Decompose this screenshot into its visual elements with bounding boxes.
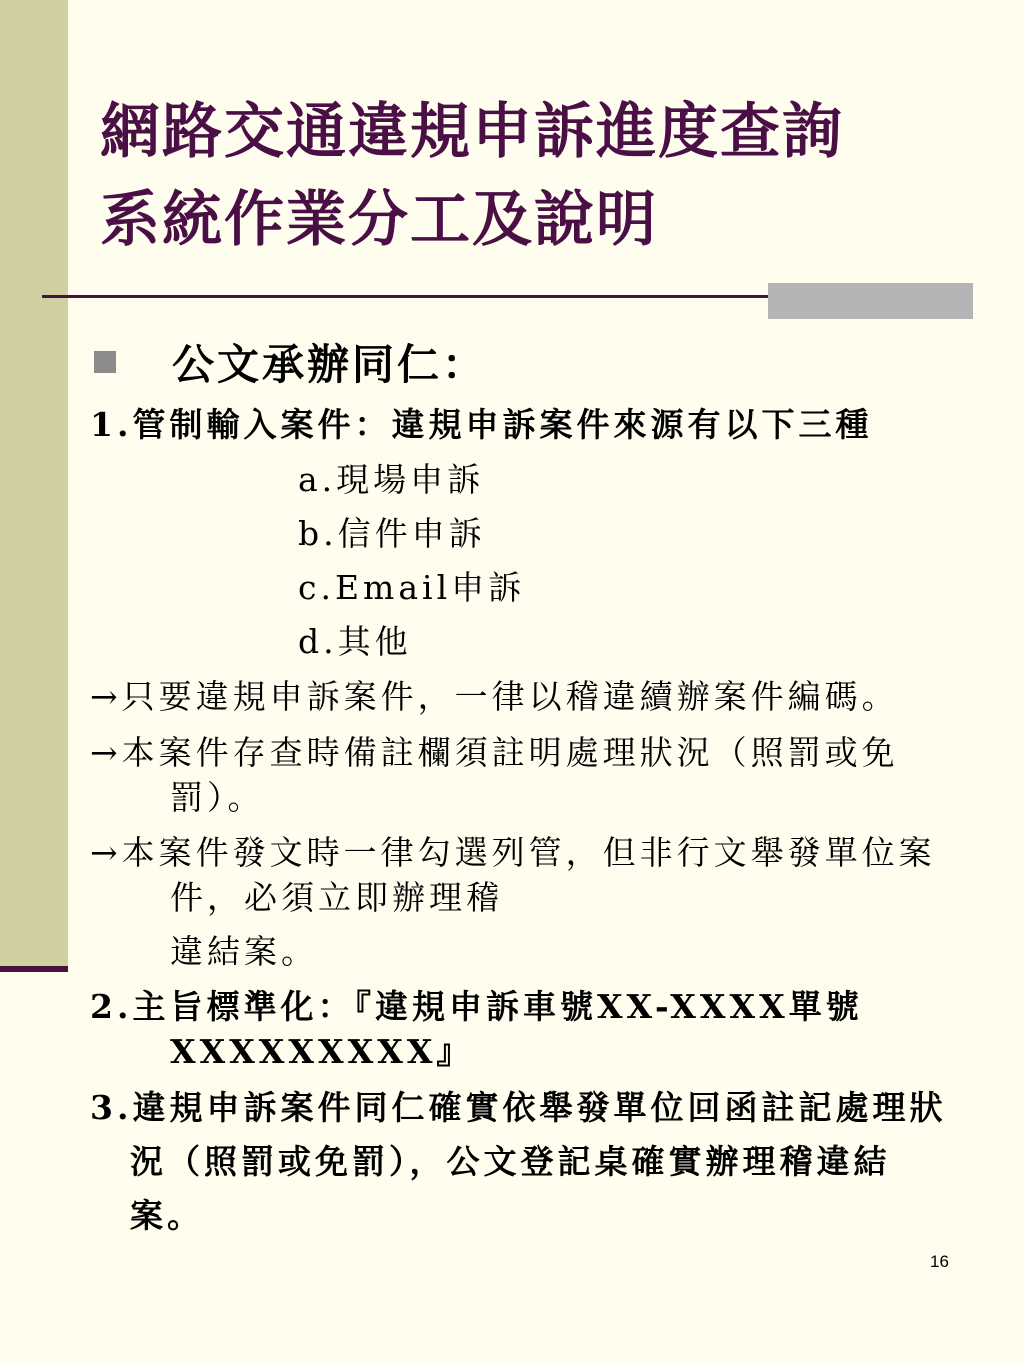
square-bullet-icon [94, 351, 116, 373]
arrow-note-3-line-1: →本案件發文時一律勾選列管，但非行文舉發單位案 [90, 833, 936, 872]
arrow-note-1: →只要違規申訴案件，一律以稽違續辦案件編碼。 [90, 677, 899, 716]
item-3-line-2: 況（照罰或免罰），公文登記桌確實辦理稽違結 [130, 1142, 891, 1181]
slide-title [100, 88, 1000, 264]
sidebar-accent-line [0, 966, 68, 972]
item-2-line-1: 2.主旨標準化：『違規申訴車號XX-XXXX單號 [90, 987, 863, 1026]
arrow-note-3-line-2: 件，必須立即辦理稽 [170, 878, 503, 917]
arrow-note-2-line-2: 罰）。 [170, 778, 265, 817]
bullet-heading [94, 332, 487, 392]
left-sidebar-decoration [0, 0, 68, 968]
bullet-heading-text: 公文承辦同仁： [172, 340, 488, 389]
page-number: 16 [930, 1252, 949, 1271]
sub-item-c: c.Email申訴 [298, 568, 526, 607]
item-3-line-1: 3.違規申訴案件同仁確實依舉發單位回函註記處理狀 [90, 1088, 947, 1127]
item-1: 1.管制輸入案件：違規申訴案件來源有以下三種 [90, 405, 873, 444]
arrow-note-2-line-1: →本案件存查時備註欄須註明處理狀況（照罰或免 [90, 733, 899, 772]
sub-item-b: b.信件申訴 [298, 514, 486, 553]
item-3-line-3: 案。 [130, 1196, 204, 1235]
divider-accent-block [768, 283, 973, 319]
arrow-note-3-line-3: 違結案。 [170, 932, 318, 971]
title-line-2: 系統作業分工及說明 [100, 185, 658, 255]
item-2-line-2: XXXXXXXXX』 [170, 1032, 474, 1071]
title-line-1: 網路交通違規申訴進度查詢 [100, 97, 844, 167]
sub-item-a: a.現場申訴 [298, 460, 485, 499]
sub-item-d: d.其他 [298, 622, 412, 661]
